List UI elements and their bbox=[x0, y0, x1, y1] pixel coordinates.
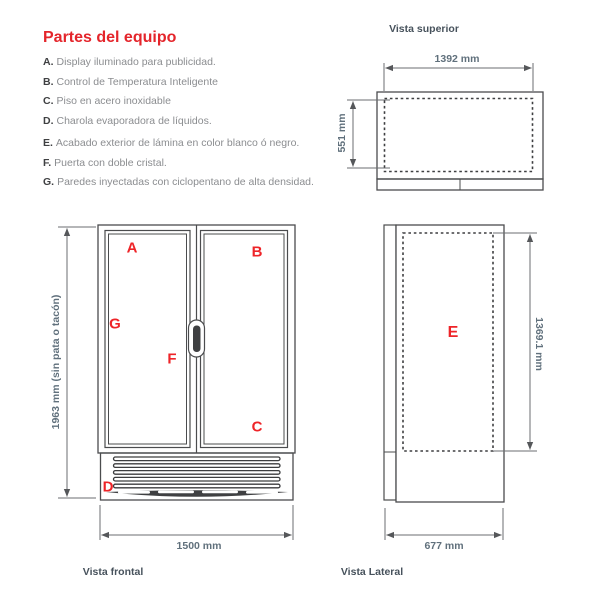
part-letter: G. bbox=[43, 176, 55, 188]
parts-list-item-g bbox=[43, 173, 343, 193]
top-view-caption: Vista superior bbox=[389, 23, 459, 35]
front-base-kickplate bbox=[106, 490, 288, 497]
front-width-label: 1500 mm bbox=[176, 540, 222, 552]
side-depth-label: 677 mm bbox=[424, 540, 464, 552]
parts-list-item-b bbox=[43, 73, 343, 93]
parts-list-item-e bbox=[43, 134, 343, 154]
top-view-body-outline bbox=[377, 92, 543, 179]
parts-list-item-d bbox=[43, 112, 343, 132]
side-depth-dimension bbox=[385, 508, 503, 540]
front-part-label-f: F bbox=[167, 350, 177, 368]
part-description: Acabado exterior de lámina en color blanco ó negro. bbox=[55, 137, 300, 149]
front-width-dimension bbox=[100, 505, 293, 540]
front-part-label-a: A bbox=[126, 239, 138, 257]
front-height-dimension bbox=[58, 227, 96, 498]
parts-list bbox=[43, 53, 343, 193]
part-description: Puerta con doble cristal. bbox=[54, 156, 167, 169]
part-letter: B. bbox=[43, 75, 54, 88]
front-view-caption: Vista frontal bbox=[82, 566, 144, 578]
front-part-label-g: G bbox=[109, 315, 121, 333]
part-description: Piso en acero inoxidable bbox=[56, 95, 171, 107]
part-description: Control de Temperatura Inteligente bbox=[56, 75, 218, 88]
part-description: Charola evaporadora de líquidos. bbox=[56, 114, 212, 127]
front-view-drawing bbox=[58, 225, 295, 540]
top-view-depth-label: 551 mm bbox=[336, 113, 348, 153]
front-door-handle bbox=[189, 320, 205, 357]
top-view-width-label: 1392 mm bbox=[434, 53, 480, 65]
part-letter: D. bbox=[43, 114, 54, 127]
side-height-label: 1369.1 mm bbox=[533, 317, 545, 371]
side-view-drawing bbox=[384, 225, 537, 540]
part-description: Paredes inyectadas con ciclopentano de alta densidad. bbox=[57, 176, 314, 188]
page-title: Partes del equipo bbox=[43, 29, 177, 46]
side-view-caption: Vista Lateral bbox=[340, 566, 404, 578]
front-part-label-b: B bbox=[251, 243, 263, 261]
top-view-width-dimension bbox=[384, 63, 533, 91]
side-body-outline bbox=[396, 225, 504, 502]
front-part-label-c: C bbox=[251, 418, 263, 436]
parts-list-item-f bbox=[43, 154, 343, 174]
part-letter: A. bbox=[43, 56, 54, 68]
part-letter: C. bbox=[43, 95, 54, 107]
front-grille-louvers bbox=[114, 457, 281, 488]
parts-list-item-c bbox=[43, 92, 343, 112]
front-height-label: 1963 mm (sin pata o tacón) bbox=[50, 294, 62, 430]
part-letter: F. bbox=[43, 156, 52, 169]
part-description: Display iluminado para publicidad. bbox=[56, 56, 216, 68]
parts-list-item-a bbox=[43, 53, 343, 73]
top-view-drawing bbox=[347, 63, 543, 190]
side-part-label-e: E bbox=[447, 324, 459, 341]
front-part-label-d: D bbox=[102, 478, 114, 496]
part-letter: E. bbox=[43, 137, 53, 149]
side-door-strip bbox=[384, 225, 396, 500]
